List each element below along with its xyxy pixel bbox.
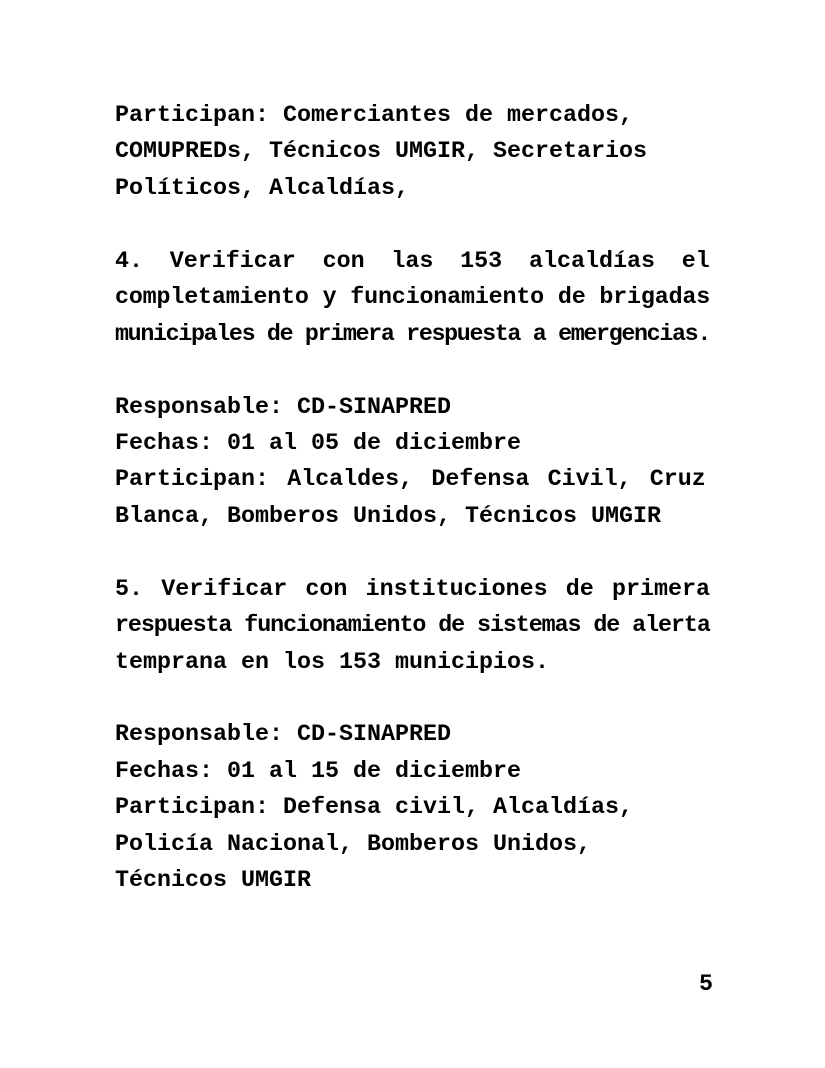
text-line: Blanca, Bomberos Unidos, Técnicos UMGIR [115,503,661,530]
text-line: Políticos, Alcaldías, [115,175,409,202]
text-line: Participan: Comerciantes de mercados, [115,103,633,129]
text-line: Participan: Alcaldes, Defensa Civil, Cruz [115,467,706,494]
document-text-block [115,98,711,900]
paragraph-item-5 [115,572,711,681]
paragraph-item-4-details [115,390,711,536]
text-line: Técnicos UMGIR [115,868,311,895]
text-line: 4. Verificar con las 153 alcaldías el [115,248,710,275]
text-line: Responsable: CD-SINAPRED [115,722,451,749]
text-line: Fechas: 01 al 05 de diciembre [115,430,521,457]
text-line: 5. Verificar con instituciones de primera [115,576,710,603]
paragraph-item-5-details [115,717,711,899]
text-line: Fechas: 01 al 15 de diciembre [115,758,521,785]
paragraph-participants-intro [115,98,711,207]
paragraph-item-4 [115,244,711,353]
text-line: municipales de primera respuesta a emergencias. [115,321,710,348]
text-line: respuesta funcionamiento de sistemas de alerta [115,613,710,640]
text-line: temprana en los 153 municipios. [115,649,549,676]
text-line: Policía Nacional, Bomberos Unidos, [115,831,591,858]
page-number: 5 [699,972,713,998]
text-line: Participan: Defensa civil, Alcaldías, [115,795,633,822]
text-line: Responsable: CD-SINAPRED [115,394,451,421]
text-line: COMUPREDs, Técnicos UMGIR, Secretarios [115,139,647,166]
text-line: completamiento y funcionamiento de brigadas [115,285,711,312]
